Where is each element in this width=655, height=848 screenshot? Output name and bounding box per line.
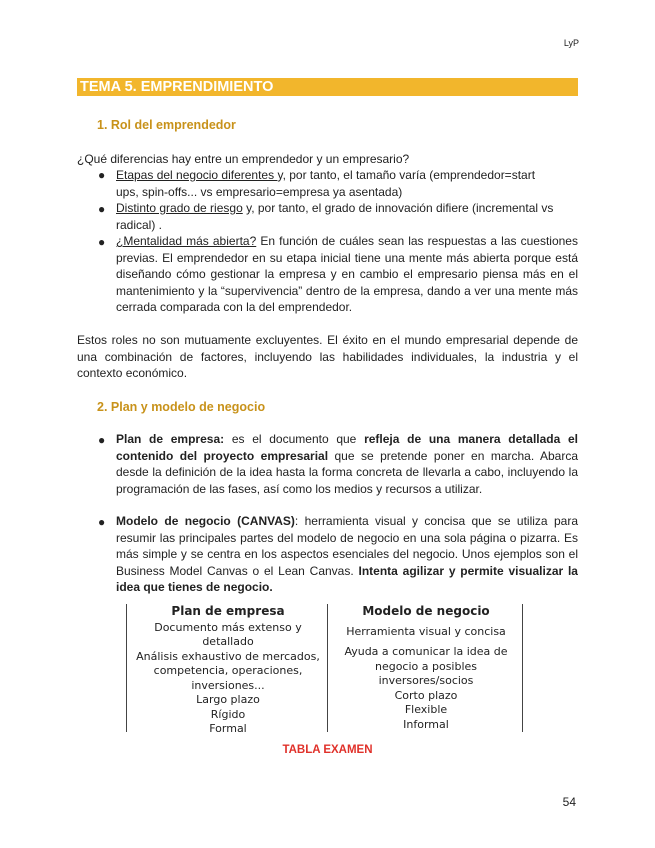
- roles-paragraph: Estos roles no son mutuamente excluyentes. El éxito en el mundo empresarial depende de una combinación de factores, incluyendo las habilidades individuales, la industria y el contexto económico.: [77, 333, 578, 380]
- table-cell: inversiones...: [191, 678, 265, 692]
- bullet-dot: ●: [98, 235, 106, 249]
- table-cell: Análisis exhaustivo de mercados,: [136, 649, 320, 663]
- bullet-underlined-text: Distinto grado de riesgo: [116, 201, 243, 215]
- bullet-item-modelo-negocio: [116, 513, 578, 596]
- bullet-text: es el documento que: [224, 432, 365, 446]
- table-cell: Documento más extenso y: [154, 620, 302, 634]
- question-text: ¿Qué diferencias hay entre un emprendedor y un empresario?: [77, 152, 410, 166]
- table-cell: detallado: [202, 635, 254, 648]
- bullet-text-line2: ups, spin-offs... vs empresario=empresa ya asentada): [116, 184, 403, 199]
- bullet-text: y, por tanto, el tamaño varía (emprendedor=start: [277, 168, 536, 182]
- table-cell: negocio a posibles: [374, 659, 478, 673]
- page-number: 54: [562, 795, 576, 809]
- bullet-dot: ●: [98, 202, 106, 216]
- table-left-border: [126, 604, 127, 732]
- bullet-text: que se pretende poner en marcha. Abarca desde la definición de la idea hasta la forma concreta de llevarla a cabo, incluyendo la programación de las fases, así como los medios y recursos a utilizar.: [116, 448, 578, 496]
- topic-title: TEMA 5. EMPRENDIMIENTO: [77, 78, 578, 96]
- table-column-plan: [128, 604, 328, 737]
- section-heading-1: 1. Rol del emprendedor: [97, 118, 236, 132]
- bullet-text: y, por tanto, el grado de innovación difiere (incremental vs: [242, 201, 554, 215]
- table-cell: Ayuda a comunicar la idea de: [344, 645, 508, 658]
- table-cell: Informal: [403, 717, 449, 731]
- bullet-item-riesgo: [116, 200, 578, 233]
- table-cell: Formal: [209, 722, 247, 735]
- bullet-underlined-text: ¿Mentalidad más abierta?: [116, 234, 257, 248]
- table-cell: inversores/socios: [378, 674, 474, 687]
- bullet-dot: ●: [98, 515, 106, 529]
- table-cell: Corto plazo: [394, 688, 458, 702]
- bullet-item-plan-empresa: [116, 431, 578, 497]
- bold-term: Plan de empresa:: [116, 432, 225, 446]
- bullet-underlined-text: Etapas del negocio diferentes: [116, 168, 278, 182]
- bullet-text-line2: radical) .: [116, 217, 163, 232]
- bold-term: Modelo de negocio (CANVAS): [116, 514, 295, 528]
- table-cell: Largo plazo: [196, 693, 260, 706]
- bullet-text: En función de cuáles sean las respuestas a las cuestiones previas. El emprendedor en su etapa inicial tiene una mente más abierta porque está diseñando cómo gestionar la empresa y en cambio el empresario piensa más en el mantenimiento y la “supervivencia” dentro de la empresa, dando a ver una mente más cerrada comparada con la del emprendedor.: [116, 234, 578, 314]
- table-column-modelo: [326, 604, 526, 732]
- bold-text: refleja de una manera detallada el contenido del proyecto empresarial: [116, 432, 578, 463]
- bullet-item-mentalidad: [116, 233, 578, 316]
- table-cell: Herramienta visual y concisa: [346, 624, 506, 638]
- table-header-modelo: Modelo de negocio: [362, 604, 490, 618]
- bullet-dot: ●: [98, 433, 106, 447]
- section-heading-2: 2. Plan y modelo de negocio: [97, 400, 266, 414]
- table-cell: Flexible: [404, 703, 448, 716]
- header-code: LyP: [563, 38, 579, 48]
- bullet-item-etapas: [116, 167, 578, 200]
- table-cell: competencia, operaciones,: [153, 664, 303, 677]
- table-header-plan: Plan de empresa: [171, 604, 285, 618]
- table-cell: Rígido: [210, 707, 246, 721]
- bullet-dot: ●: [98, 168, 106, 182]
- bullet-text: : herramienta visual y concisa que se utiliza para resumir las principales partes del modelo de negocio en una sola página o pizarra. Es más simple y se centra en los aspectos esenciales del negocio. Unos ejemplos son el Business Model Canvas o el Lean Canvas.: [116, 514, 578, 578]
- bold-text: Intenta agilizar y permite visualizar la idea que tienes de negocio.: [116, 563, 578, 594]
- comparison-table: [118, 604, 526, 734]
- exam-table-label: TABLA EXAMEN: [282, 744, 373, 756]
